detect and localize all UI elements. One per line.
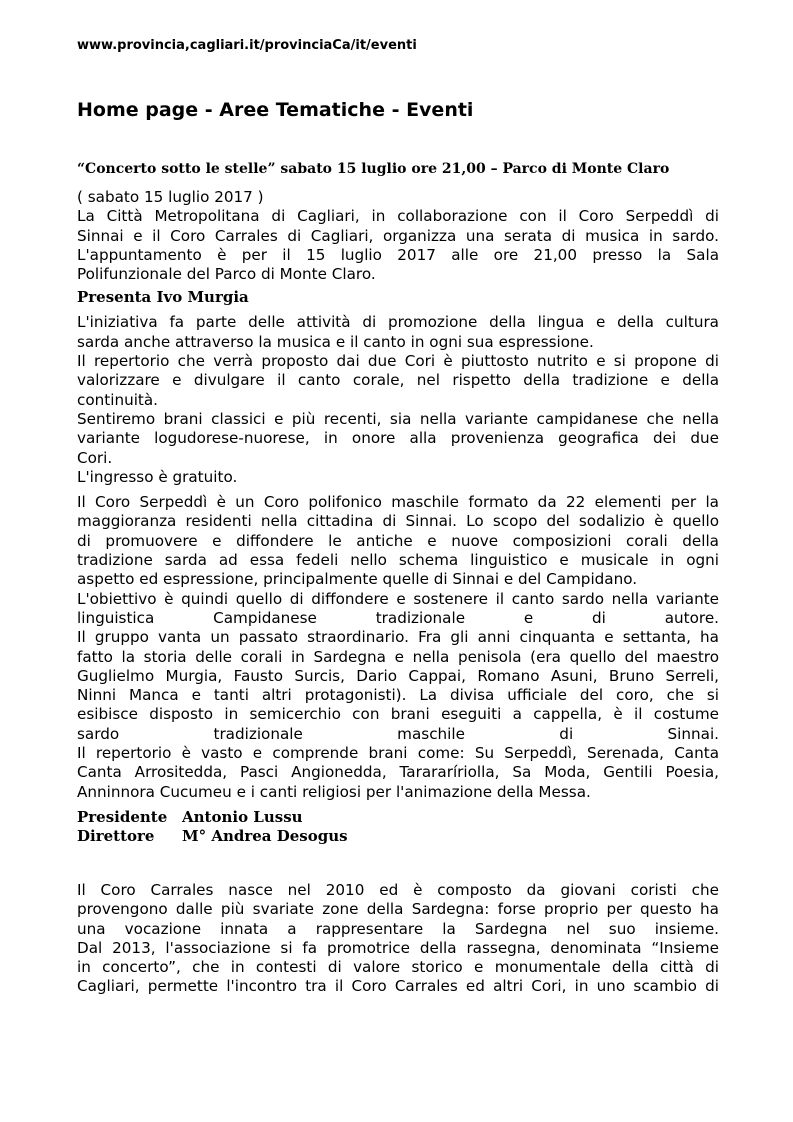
text-line: provengono dalle più svariate zone della Sardegna: forse proprio per questo ha bbox=[77, 900, 719, 919]
text-line: L'ingresso è gratuito. bbox=[77, 467, 238, 486]
text-line: ( sabato 15 luglio 2017 ) bbox=[77, 188, 264, 206]
text-line: Polifunzionale del Parco di Monte Claro. bbox=[77, 265, 376, 284]
paragraph-coro-carrales bbox=[77, 881, 719, 997]
text-line: tradizione sarda ad essa fedeli nello schema linguistico e musicale in ogni bbox=[77, 551, 719, 570]
text-line: sardo tradizionale maschile di Sinnai. bbox=[77, 724, 719, 743]
text-line: Guglielmo Murgia, Fausto Surcis, Dario Cappai, Romano Asuni, Bruno Serreli, bbox=[77, 666, 719, 685]
event-title: “Concerto sotto le stelle” sabato 15 luglio ore 21,00 – Parco di Monte Claro bbox=[77, 161, 670, 177]
text-line: maggioranza residenti nella cittadina di Sinnai. Lo scopo del sodalizio è quello bbox=[77, 512, 719, 531]
text-line: Il Coro Carrales nasce nel 2010 ed è composto da giovani coristi che bbox=[77, 880, 719, 899]
text-line: Il repertorio che verrà proposto dai due Cori è piuttosto nutrito e si propone di bbox=[77, 352, 719, 371]
text-line: sarda anche attraverso la musica e il canto in ogni sua espressione. bbox=[77, 332, 594, 351]
text-line: L'obiettivo è quindi quello di diffondere e sostenere il canto sardo nella variante bbox=[77, 589, 719, 608]
text-line: L'appuntamento è per il 15 luglio 2017 alle ore 21,00 presso la Sala bbox=[77, 245, 719, 264]
staff-role: Direttore bbox=[77, 826, 155, 845]
event-intro bbox=[77, 188, 719, 284]
text-line: di promuovere e diffondere le antiche e nuove composizioni corali della bbox=[77, 531, 719, 550]
text-line: aspetto ed espressione, principalmente quelle di Sinnai e del Campidano. bbox=[77, 570, 638, 589]
text-line: fatto la storia delle corali in Sardegna e nella penisola (era quello del maestro bbox=[77, 647, 719, 666]
paragraph-coro-serpeddi bbox=[77, 493, 719, 802]
text-line: una vocazione innata a rappresentare la Sardegna nel suo insieme. bbox=[77, 919, 719, 938]
presenter-heading: Presenta Ivo Murgia bbox=[77, 288, 249, 307]
text-line: Dal 2013, l'associazione si fa promotrice della rassegna, denominata “Insieme bbox=[77, 938, 719, 957]
text-line: Ninni Manca e tanti altri protagonisti). La divisa ufficiale del coro, che si bbox=[77, 686, 719, 705]
staff-list bbox=[77, 808, 719, 846]
text-line: Il Coro Serpeddì è un Coro polifonico maschile formato da 22 elementi per la bbox=[77, 493, 719, 512]
page-url: www.provincia,cagliari.it/provinciaCa/it/eventi bbox=[77, 38, 417, 53]
text-line: Cori. bbox=[77, 448, 113, 467]
staff-row bbox=[77, 827, 719, 846]
text-line: Cagliari, permette l'incontro tra il Coro Carrales ed altri Cori, in uno scambio di bbox=[77, 977, 719, 996]
text-line: variante logudorese-nuorese, in onore alla provenienza geografica dei due bbox=[77, 429, 719, 448]
staff-role: Presidente bbox=[77, 807, 168, 826]
text-line: Il repertorio è vasto e comprende brani come: Su Serpeddì, Serenada, Canta bbox=[77, 744, 719, 763]
text-line: La Città Metropolitana di Cagliari, in collaborazione con il Coro Serpeddì di bbox=[77, 207, 719, 226]
breadcrumb: Home page - Aree Tematiche - Eventi bbox=[77, 99, 474, 121]
text-line: Canta Arrositedda, Pasci Angionedda, Tarararíriolla, Sa Moda, Gentili Poesia, bbox=[77, 763, 719, 782]
staff-name: Antonio Lussu bbox=[182, 807, 303, 826]
text-line: Il gruppo vanta un passato straordinario. Fra gli anni cinquanta e settanta, ha bbox=[77, 628, 719, 647]
text-line: continuità. bbox=[77, 390, 159, 409]
text-line: linguistica Campidanese tradizionale e di autore. bbox=[77, 608, 719, 627]
staff-row bbox=[77, 808, 719, 827]
paragraph-initiative bbox=[77, 313, 719, 487]
event-content bbox=[77, 160, 719, 997]
text-line: Sentiremo brani classici e più recenti, sia nella variante campidanese che nella bbox=[77, 409, 719, 428]
text-line: Sinnai e il Coro Carrales di Cagliari, organizza una serata di musica in sardo. bbox=[77, 226, 719, 245]
staff-name: M° Andrea Desogus bbox=[182, 826, 348, 845]
text-line: valorizzare e divulgare il canto corale, nel rispetto della tradizione e della bbox=[77, 371, 719, 390]
text-line: L'iniziativa fa parte delle attività di promozione della lingua e della cultura bbox=[77, 313, 719, 332]
text-line: Anninnora Cucumeu e i canti religiosi per l'animazione della Messa. bbox=[77, 782, 591, 801]
text-line: in concerto”, che in contesti di valore storico e monumentale della città di bbox=[77, 958, 719, 977]
text-line: esibisce disposto in semicerchio con brani eseguiti a cappella, è il costume bbox=[77, 705, 719, 724]
